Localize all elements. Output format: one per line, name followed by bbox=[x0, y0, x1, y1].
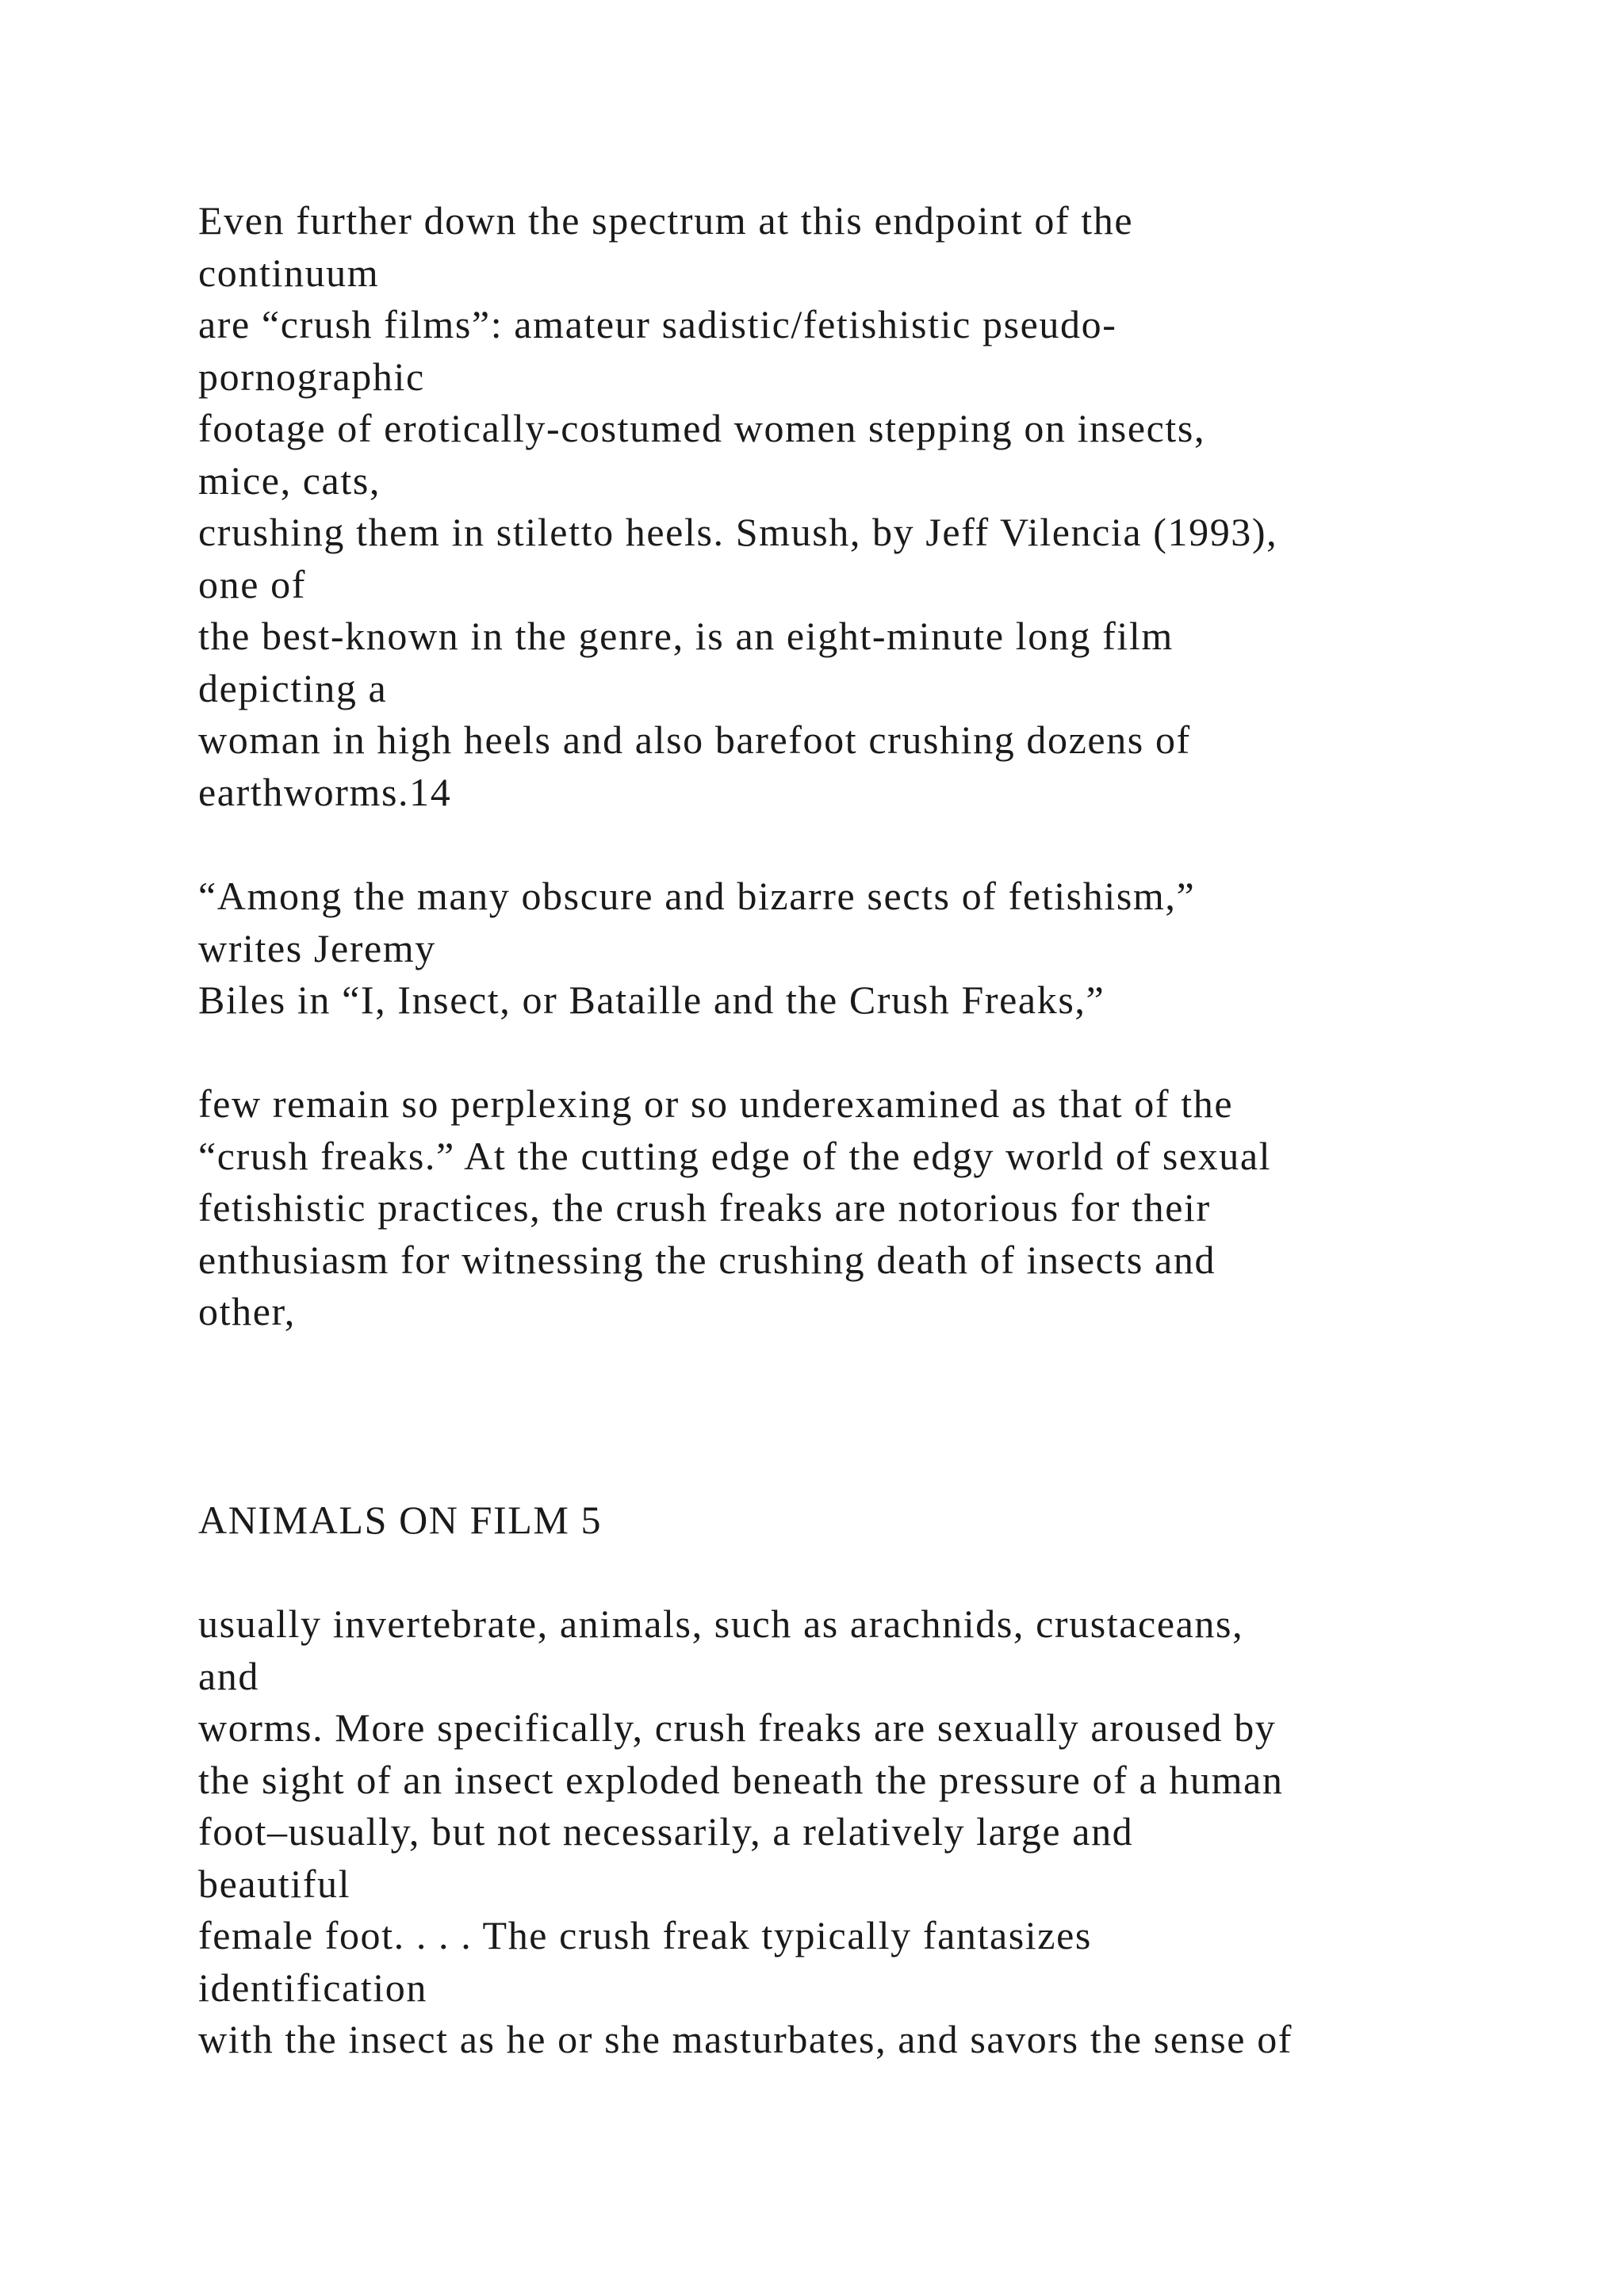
paragraph-biles-quote-intro bbox=[198, 871, 1546, 1027]
text-line: woman in high heels and also barefoot crushing dozens of bbox=[198, 718, 1191, 762]
text-line: earthworms.14 bbox=[198, 769, 452, 814]
text-line: other, bbox=[198, 1289, 296, 1334]
text-line: female foot. . . . The crush freak typically fantasizes bbox=[198, 1913, 1092, 1957]
text-line: foot–usually, but not necessarily, a relatively large and bbox=[198, 1809, 1134, 1854]
text-line: worms. More specifically, crush freaks are sexually aroused by bbox=[198, 1705, 1277, 1750]
text-line: are “crush films”: amateur sadistic/fetishistic pseudo- bbox=[198, 302, 1117, 346]
text-line: beautiful bbox=[198, 1861, 351, 1906]
text-line: “Among the many obscure and bizarre sects of fetishism,” bbox=[198, 874, 1196, 918]
text-line: Even further down the spectrum at this endpoint of the bbox=[198, 198, 1134, 243]
text-line: depicting a bbox=[198, 665, 388, 710]
text-line: the sight of an insect exploded beneath the pressure of a human bbox=[198, 1757, 1284, 1802]
text-line: crushing them in stiletto heels. Smush, by Jeff Vilencia (1993), bbox=[198, 510, 1278, 554]
text-line: pornographic bbox=[198, 354, 425, 399]
text-line: enthusiasm for witnessing the crushing death of insects and bbox=[198, 1237, 1216, 1282]
text-line: mice, cats, bbox=[198, 457, 381, 503]
text-line: with the insect as he or she masturbates, and savors the sense of bbox=[198, 2017, 1293, 2061]
text-line: Biles in “I, Insect, or Bataille and the Crush Freaks,” bbox=[198, 978, 1105, 1022]
text-line: identification bbox=[198, 1965, 427, 2010]
paragraph-continuation bbox=[198, 1598, 1546, 2066]
text-line: “crush freaks.” At the cutting edge of the edgy world of sexual bbox=[198, 1133, 1272, 1178]
running-header-text: ANIMALS ON FILM 5 bbox=[198, 1498, 603, 1542]
text-line: the best-known in the genre, is an eight-minute long film bbox=[198, 614, 1174, 658]
text-line: fetishistic practices, the crush freaks are notorious for their bbox=[198, 1185, 1211, 1230]
text-line: and bbox=[198, 1653, 259, 1698]
running-header bbox=[198, 1494, 1546, 1547]
text-line: one of bbox=[198, 561, 306, 607]
text-line: usually invertebrate, animals, such as arachnids, crustaceans, bbox=[198, 1601, 1244, 1646]
paragraph-crush-films bbox=[198, 195, 1546, 818]
text-line: writes Jeremy bbox=[198, 925, 436, 970]
text-line: footage of erotically-costumed women stepping on insects, bbox=[198, 406, 1206, 450]
text-line: few remain so perplexing or so underexamined as that of the bbox=[198, 1081, 1234, 1126]
text-line: continuum bbox=[198, 250, 380, 295]
paragraph-block-quote bbox=[198, 1078, 1546, 1338]
